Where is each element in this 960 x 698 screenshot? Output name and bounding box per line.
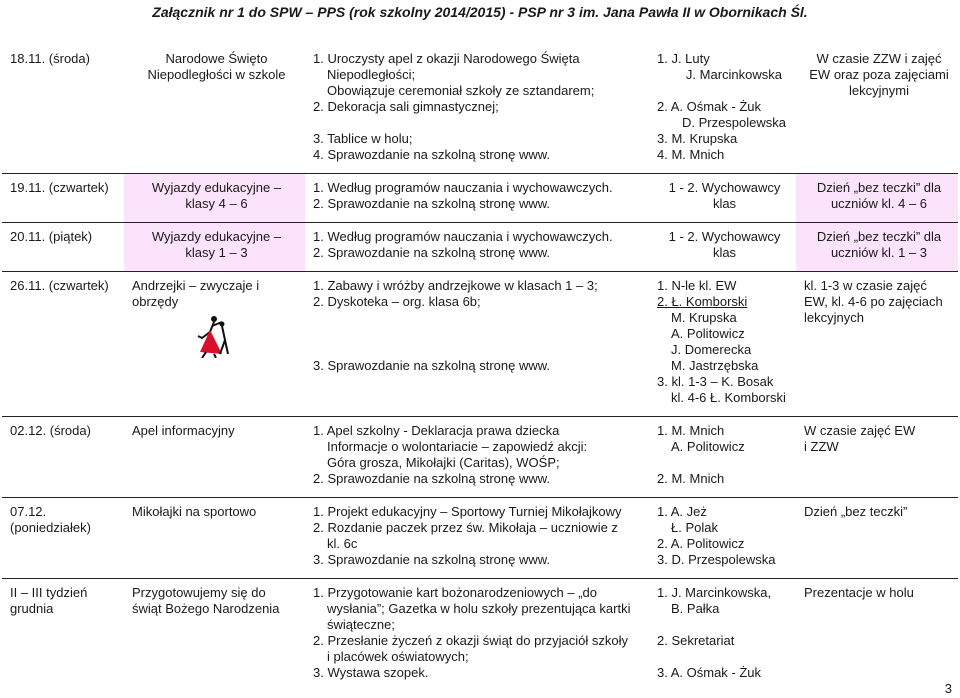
date-cell: II – III tydzień grudnia xyxy=(2,579,124,692)
tasks-cell: 1. Apel szkolny - Deklaracja prawa dziecka Informacje o wolontariacie – zapowiedź akcji: Góra grosza, Mikołajki (Caritas), WOŚP; 2. Sprawozdanie na szkolną stronę www. xyxy=(305,417,649,498)
document-header: Załącznik nr 1 do SPW – PPS (rok szkolny 2014/2015) - PSP nr 3 im. Jana Pawła II w Obornikach Śl. xyxy=(152,4,808,20)
people-cell: 1 - 2. Wychowawcy klas xyxy=(649,174,796,223)
people-cell: 1. A. Jeż Ł. Polak 2. A. Politowicz 3. D. Przespolewska xyxy=(649,498,796,579)
notes-cell: Dzień „bez teczki” dla uczniów kl. 4 – 6 xyxy=(796,174,958,223)
page-number: 3 xyxy=(944,681,952,696)
people-cell: 1. M. Mnich A. Politowicz 2. M. Mnich xyxy=(649,417,796,498)
table-row xyxy=(2,498,958,579)
tasks-cell: 1. Według programów nauczania i wychowawczych. 2. Sprawozdanie na szkolną stronę www. xyxy=(305,223,649,272)
date-cell: 20.11. (piątek) xyxy=(2,223,124,272)
tasks-cell: 1. Projekt edukacyjny – Sportowy Turniej Mikołajkowy 2. Rozdanie paczek przez św. Mikołaja – uczniowie z kl. 6c 3. Sprawozdanie na szkolną stronę www. xyxy=(305,498,649,579)
date-cell: 26.11. (czwartek) xyxy=(2,272,124,417)
people-cell: 1 - 2. Wychowawcy klas xyxy=(649,223,796,272)
table-row xyxy=(2,33,958,174)
people-cell: 1. J. Luty J. Marcinkowska 2. A. Ośmak - Żuk D. Przespolewska 3. M. Krupska 4. M. Mnich xyxy=(657,51,786,162)
event-cell: Przygotowujemy się do świąt Bożego Narodzenia xyxy=(124,579,305,692)
tasks-cell: 1. Przygotowanie kart bożonarodzeniowych – „do wysłania”; Gazetka w holu szkoły prezentująca kartki świąteczne; 2. Przesłanie życzeń z okazji świąt do przyjaciół szkoły i placówek oświatowych; 3. Wystawa szopek. xyxy=(305,579,649,692)
dancing-couple-icon xyxy=(192,314,232,358)
notes-cell: Dzień „bez teczki” dla uczniów kl. 1 – 3 xyxy=(796,223,958,272)
table-row xyxy=(2,223,958,272)
table-row xyxy=(2,174,958,223)
tasks-cell: 1. Uroczysty apel z okazji Narodowego Święta Niepodległości; Obowiązuje ceremoniał szkoły ze sztandarem; 2. Dekoracja sali gimnastycznej; 3. Tablice w holu; 4. Sprawozdanie na szkolną stronę www. xyxy=(313,51,595,162)
event-cell: Andrzejki – zwyczaje i obrzędy xyxy=(124,272,305,417)
notes-cell: Prezentacje w holu xyxy=(796,579,958,692)
date-cell: 07.12. (poniedziałek) xyxy=(2,498,124,579)
event-cell: Mikołajki na sportowo xyxy=(124,498,305,579)
events-table xyxy=(2,33,958,691)
notes-cell: W czasie ZZW i zajęć EW oraz poza zajęciami lekcyjnymi xyxy=(809,51,949,98)
notes-cell: Dzień „bez teczki” xyxy=(796,498,958,579)
notes-cell: kl. 1-3 w czasie zajęć EW, kl. 4-6 po zajęciach lekcyjnych xyxy=(796,272,958,417)
date-cell: 18.11. (środa) xyxy=(10,51,90,66)
people-cell: 1. J. Marcinkowska, B. Pałka 2. Sekretariat 3. A. Ośmak - Żuk xyxy=(649,579,796,692)
event-cell: Wyjazdy edukacyjne – klasy 1 – 3 xyxy=(124,223,305,272)
people-cell: 1. N-le kl. EW 2. Ł. Komborski M. Krupska A. Politowicz J. Domerecka M. Jastrzębska 3. kl. 1-3 – K. Bosak kl. 4-6 Ł. Komborski xyxy=(649,272,796,417)
event-cell: Narodowe Święto Niepodległości w szkole xyxy=(147,51,286,82)
date-cell: 02.12. (środa) xyxy=(2,417,124,498)
event-cell: Apel informacyjny xyxy=(124,417,305,498)
table-row xyxy=(2,272,958,417)
table-row xyxy=(2,417,958,498)
date-cell: 19.11. (czwartek) xyxy=(2,174,124,223)
tasks-cell: 1. Zabawy i wróżby andrzejkowe w klasach 1 – 3; 2. Dyskoteka – org. klasa 6b; 3. Sprawozdanie na szkolną stronę www. xyxy=(305,272,649,417)
tasks-cell: 1. Według programów nauczania i wychowawczych. 2. Sprawozdanie na szkolną stronę www. xyxy=(305,174,649,223)
notes-cell: W czasie zajęć EW i ZZW xyxy=(796,417,958,498)
event-cell: Wyjazdy edukacyjne – klasy 4 – 6 xyxy=(124,174,305,223)
table-row xyxy=(2,579,958,692)
